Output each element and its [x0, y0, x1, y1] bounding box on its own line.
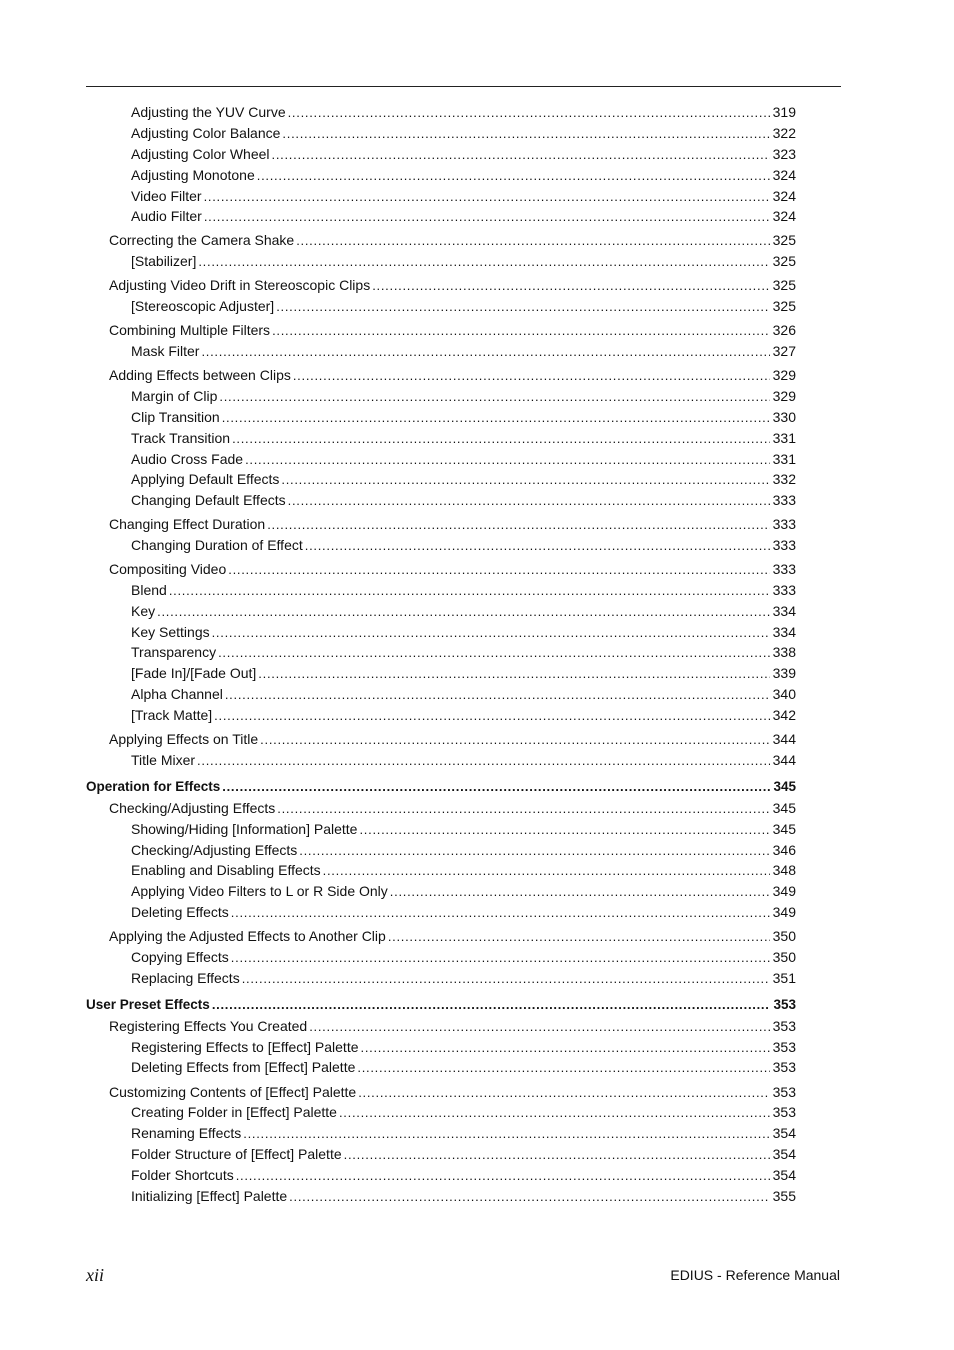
toc-entry-label: Registering Effects to [Effect] Palette — [131, 1039, 359, 1055]
toc-entry-page: 331 — [772, 430, 796, 446]
toc-entry[interactable] — [86, 275, 796, 295]
toc-entry-label: Folder Shortcuts — [131, 1167, 234, 1183]
toc-entry[interactable] — [86, 601, 796, 621]
toc-entry-label: Combining Multiple Filters — [109, 322, 271, 338]
toc-entry-label: Blend — [131, 582, 167, 598]
toc-entry-page: 324 — [772, 167, 796, 183]
dot-leader — [169, 580, 770, 601]
dot-leader — [357, 1057, 770, 1078]
toc-entry-page: 348 — [772, 862, 796, 878]
dot-leader — [222, 777, 770, 797]
toc-entry-label: Changing Effect Duration — [109, 516, 266, 532]
toc-entry-page: 329 — [772, 388, 796, 404]
toc-entry[interactable] — [86, 819, 796, 839]
dot-leader — [245, 449, 770, 470]
toc-entry-label: Applying Video Filters to L or R Side Only — [131, 883, 388, 899]
toc-entry-page: 325 — [772, 298, 796, 314]
toc-entry-label: Creating Folder in [Effect] Palette — [131, 1104, 337, 1120]
toc-entry-label: Applying the Adjusted Effects to Another Clip — [109, 928, 386, 944]
dot-leader — [243, 1123, 770, 1144]
toc-entry[interactable] — [86, 840, 796, 860]
toc-entry-page: 345 — [772, 821, 796, 837]
toc-entry-label: Registering Effects You Created — [109, 1018, 308, 1034]
manual-title: EDIUS - Reference Manual — [670, 1267, 840, 1283]
toc-entry[interactable] — [86, 798, 796, 818]
toc-entry-label: Showing/Hiding [Information] Palette — [131, 821, 358, 837]
toc-entry[interactable] — [86, 449, 796, 469]
dot-leader — [219, 386, 770, 407]
toc-entry[interactable] — [86, 144, 796, 164]
toc-entry-label: [Stereoscopic Adjuster] — [131, 298, 275, 314]
toc-entry-page: 349 — [772, 904, 796, 920]
dot-leader — [361, 1037, 771, 1058]
toc-entry[interactable] — [86, 860, 796, 880]
dot-leader — [204, 206, 770, 227]
toc-entry[interactable] — [86, 386, 796, 406]
dot-leader — [212, 622, 770, 643]
toc-entry-label: Copying Effects — [131, 949, 229, 965]
toc-entry[interactable] — [86, 206, 796, 226]
toc-entry-page: 344 — [772, 752, 796, 768]
toc-entry-page: 338 — [772, 644, 796, 660]
toc-entry[interactable] — [86, 902, 796, 922]
toc-entry-label: Adjusting Video Drift in Stereoscopic Clips — [109, 277, 371, 293]
toc-entry-label: Transparency — [131, 644, 217, 660]
toc-entry-label: Initializing [Effect] Palette — [131, 1188, 288, 1204]
dot-leader — [257, 165, 770, 186]
toc-entry-page: 349 — [772, 883, 796, 899]
toc-entry-label: [Track Matte] — [131, 707, 213, 723]
toc-entry-label: Enabling and Disabling Effects — [131, 862, 321, 878]
toc-entry-page: 332 — [772, 471, 796, 487]
toc-section[interactable] — [86, 995, 796, 1015]
toc-entry-label: Changing Duration of Effect — [131, 537, 303, 553]
toc-entry[interactable] — [86, 165, 796, 185]
toc-entry-page: 325 — [772, 253, 796, 269]
toc-entry[interactable] — [86, 1123, 796, 1143]
toc-entry-page: 326 — [772, 322, 796, 338]
toc-entry-label: [Stabilizer] — [131, 253, 197, 269]
dot-leader — [157, 601, 770, 622]
toc-entry[interactable] — [86, 729, 796, 749]
dot-leader — [260, 729, 770, 750]
toc-entry[interactable] — [86, 1057, 796, 1077]
toc-entry[interactable] — [86, 514, 796, 534]
toc-entry[interactable] — [86, 968, 796, 988]
dot-leader — [344, 1144, 770, 1165]
toc-entry-page: 319 — [772, 104, 796, 120]
dot-leader — [272, 144, 770, 165]
dot-leader — [277, 798, 770, 819]
toc-entry[interactable] — [86, 490, 796, 510]
toc-entry[interactable] — [86, 580, 796, 600]
toc-entry-page: 324 — [772, 188, 796, 204]
toc-entry-page: 323 — [772, 146, 796, 162]
toc-entry-page: 339 — [772, 665, 796, 681]
toc-entry-page: 353 — [772, 1018, 796, 1034]
toc-entry-label: Checking/Adjusting Effects — [131, 842, 298, 858]
toc-entry[interactable] — [86, 535, 796, 555]
toc-entry-page: 333 — [772, 561, 796, 577]
toc-entry-page: 333 — [772, 492, 796, 508]
toc-entry-label: Adjusting Color Balance — [131, 125, 281, 141]
toc-entry[interactable] — [86, 705, 796, 725]
toc-entry-label: Track Transition — [131, 430, 231, 446]
toc-entry-page: 334 — [772, 624, 796, 640]
toc-entry[interactable] — [86, 365, 796, 385]
toc-entry-page: 354 — [772, 1125, 796, 1141]
toc-entry-page: 322 — [772, 125, 796, 141]
toc-entry[interactable] — [86, 102, 796, 122]
dot-leader — [222, 407, 770, 428]
toc-entry-label: Correcting the Camera Shake — [109, 232, 295, 248]
toc-section[interactable] — [86, 777, 796, 797]
toc-entry-label: Key Settings — [131, 624, 210, 640]
toc-entry[interactable] — [86, 296, 796, 316]
toc-entry-label: Applying Default Effects — [131, 471, 280, 487]
toc-entry-label: Operation for Effects — [86, 779, 221, 794]
toc-entry[interactable] — [86, 559, 796, 579]
dot-leader — [272, 320, 770, 341]
dot-leader — [288, 102, 770, 123]
toc-entry-page: 342 — [772, 707, 796, 723]
dot-leader — [267, 514, 770, 535]
toc-entry[interactable] — [86, 1082, 796, 1102]
toc-entry-page: 345 — [772, 800, 796, 816]
dot-leader — [258, 663, 770, 684]
toc-entry[interactable] — [86, 750, 796, 770]
dot-leader — [276, 296, 770, 317]
dot-leader — [204, 186, 770, 207]
dot-leader — [225, 684, 770, 705]
header-rule — [86, 86, 841, 87]
toc-entry-page: 325 — [772, 232, 796, 248]
toc-entry-page: 345 — [773, 779, 796, 794]
toc-entry-page: 333 — [772, 516, 796, 532]
toc-entry-label: Clip Transition — [131, 409, 220, 425]
toc-entry-page: 354 — [772, 1146, 796, 1162]
toc-entry-page: 329 — [772, 367, 796, 383]
dot-leader — [372, 275, 770, 296]
dot-leader — [309, 1016, 770, 1037]
toc-entry-page: 344 — [772, 731, 796, 747]
dot-leader — [390, 881, 770, 902]
toc-entry-page: 353 — [772, 1059, 796, 1075]
dot-leader — [214, 705, 770, 726]
toc-entry-page: 353 — [773, 997, 796, 1012]
toc-entry-label: Video Filter — [131, 188, 202, 204]
toc-entry-page: 354 — [772, 1167, 796, 1183]
toc-entry[interactable] — [86, 1165, 796, 1185]
toc-entry[interactable] — [86, 407, 796, 427]
toc-entry-label: Adjusting Color Wheel — [131, 146, 270, 162]
toc-entry-label: Key — [131, 603, 156, 619]
toc-entry-label: Replacing Effects — [131, 970, 240, 986]
toc-entry[interactable] — [86, 230, 796, 250]
toc-entry-label: [Fade In]/[Fade Out] — [131, 665, 257, 681]
dot-leader — [293, 365, 770, 386]
dot-leader — [299, 840, 770, 861]
toc-entry[interactable] — [86, 926, 796, 946]
dot-leader — [236, 1165, 770, 1186]
dot-leader — [232, 428, 770, 449]
dot-leader — [388, 926, 770, 947]
toc-entry-label: Applying Effects on Title — [109, 731, 259, 747]
toc-entry-page: 334 — [772, 603, 796, 619]
toc-entry-page: 346 — [772, 842, 796, 858]
toc-entry[interactable] — [86, 881, 796, 901]
toc-entry-page: 350 — [772, 949, 796, 965]
toc-entry-label: Mask Filter — [131, 343, 200, 359]
dot-leader — [281, 469, 770, 490]
dot-leader — [289, 1186, 770, 1207]
toc-entry-label: Audio Filter — [131, 208, 202, 224]
toc-entry-label: Title Mixer — [131, 752, 196, 768]
toc-entry-page: 355 — [772, 1188, 796, 1204]
toc-entry[interactable] — [86, 947, 796, 967]
dot-leader — [305, 535, 770, 556]
page-number: xii — [86, 1265, 104, 1285]
toc-entry[interactable] — [86, 469, 796, 489]
toc-entry[interactable] — [86, 663, 796, 683]
dot-leader — [231, 947, 770, 968]
toc-entry[interactable] — [86, 123, 796, 143]
toc-entry-label: Customizing Contents of [Effect] Palette — [109, 1084, 357, 1100]
dot-leader — [218, 642, 770, 663]
toc-entry-page: 351 — [772, 970, 796, 986]
toc-entry[interactable] — [86, 1102, 796, 1122]
dot-leader — [288, 490, 770, 511]
toc-entry-page: 330 — [772, 409, 796, 425]
toc-entry-label: Checking/Adjusting Effects — [109, 800, 276, 816]
toc-entry-label: Deleting Effects — [131, 904, 229, 920]
toc-entry[interactable] — [86, 186, 796, 206]
toc-entry-label: User Preset Effects — [86, 997, 210, 1012]
dot-leader — [201, 341, 770, 362]
toc-entry-label: Alpha Channel — [131, 686, 223, 702]
toc-entry-page: 353 — [772, 1039, 796, 1055]
toc-entry[interactable] — [86, 642, 796, 662]
toc-entry-page: 333 — [772, 537, 796, 553]
dot-leader — [198, 251, 770, 272]
toc-entry[interactable] — [86, 1016, 796, 1036]
dot-leader — [231, 902, 770, 923]
toc-entry-page: 350 — [772, 928, 796, 944]
toc-entry[interactable] — [86, 320, 796, 340]
toc-entry[interactable] — [86, 1037, 796, 1057]
toc-entry[interactable] — [86, 622, 796, 642]
dot-leader — [358, 1082, 770, 1103]
toc-entry-page: 331 — [772, 451, 796, 467]
toc-entry-label: Audio Cross Fade — [131, 451, 244, 467]
toc-entry[interactable] — [86, 251, 796, 271]
toc-entry[interactable] — [86, 684, 796, 704]
toc-entry[interactable] — [86, 341, 796, 361]
toc-entry-label: Renaming Effects — [131, 1125, 242, 1141]
toc-entry-page: 353 — [772, 1104, 796, 1120]
toc-entry-label: Adjusting the YUV Curve — [131, 104, 286, 120]
dot-leader — [359, 819, 770, 840]
toc-entry-page: 325 — [772, 277, 796, 293]
toc-entry[interactable] — [86, 428, 796, 448]
dot-leader — [323, 860, 770, 881]
toc-entry-label: Adding Effects between Clips — [109, 367, 291, 383]
toc-entry[interactable] — [86, 1186, 796, 1206]
dot-leader — [242, 968, 770, 989]
toc-entry-label: Changing Default Effects — [131, 492, 286, 508]
toc-entry-label: Deleting Effects from [Effect] Palette — [131, 1059, 356, 1075]
dot-leader — [197, 750, 770, 771]
toc-entry-page: 324 — [772, 208, 796, 224]
toc-entry-label: Adjusting Monotone — [131, 167, 255, 183]
toc-entry-page: 340 — [772, 686, 796, 702]
toc-entry-label: Folder Structure of [Effect] Palette — [131, 1146, 342, 1162]
toc-entry[interactable] — [86, 1144, 796, 1164]
dot-leader — [228, 559, 770, 580]
toc-entry-page: 327 — [772, 343, 796, 359]
dot-leader — [339, 1102, 770, 1123]
dot-leader — [212, 995, 770, 1015]
toc-entry-page: 333 — [772, 582, 796, 598]
dot-leader — [296, 230, 770, 251]
toc-entry-label: Margin of Clip — [131, 388, 218, 404]
toc-entry-page: 353 — [772, 1084, 796, 1100]
toc-entry-label: Compositing Video — [109, 561, 227, 577]
dot-leader — [282, 123, 770, 144]
